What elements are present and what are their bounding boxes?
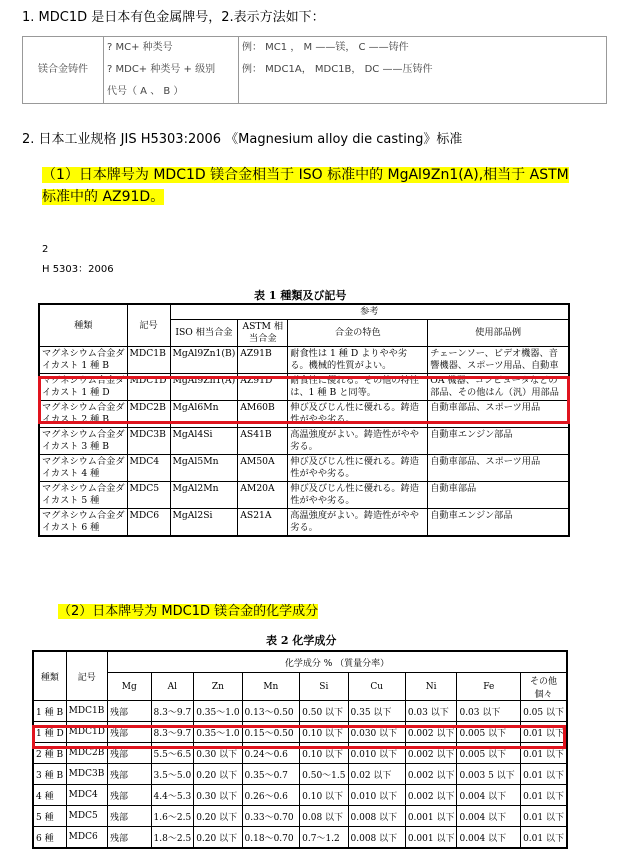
t1-cell-usage: OA 機器、コンピュータなどの部品、その他はん（汎）用部品 bbox=[428, 374, 569, 401]
table1-row bbox=[39, 347, 569, 374]
t1-cell-astm: AM60B bbox=[238, 401, 288, 428]
t2-cell: 2 種 B bbox=[33, 743, 66, 764]
t2-cell: 0.05 以下 bbox=[521, 701, 567, 722]
t2-cell: 0.01 以下 bbox=[521, 806, 567, 827]
cast-col1-line2: ? MDC+ 种类号 + 级别 bbox=[104, 59, 239, 81]
t2-cell: 0.7～1.2 bbox=[300, 827, 348, 849]
t2-cell: 0.03 以下 bbox=[457, 701, 521, 722]
t2-colhead: その他個々 bbox=[521, 673, 567, 701]
t2-cell: 0.30 以下 bbox=[194, 743, 242, 764]
t2-cell: 0.15～0.50 bbox=[242, 722, 300, 743]
t2-cell: 0.50 以下 bbox=[300, 701, 348, 722]
t1-cell-astm: AS21A bbox=[238, 509, 288, 537]
t2-cell: 残部 bbox=[107, 806, 151, 827]
t1-cell-iso: MgAl9Zn1(B) bbox=[170, 347, 238, 374]
table1-row bbox=[39, 482, 569, 509]
t2-cell: 0.13～0.50 bbox=[242, 701, 300, 722]
t1-cell-type: マグネシウム合金ダイカスト 1 種 B bbox=[39, 347, 127, 374]
t2-cell: 0.002 以下 bbox=[405, 743, 457, 764]
t2-cell: 0.10 以下 bbox=[300, 722, 348, 743]
t1-cell-astm: AM20A bbox=[238, 482, 288, 509]
t1-cell-iso: MgAl2Mn bbox=[170, 482, 238, 509]
t1-cell-usage: 自動車エンジン部品 bbox=[428, 428, 569, 455]
t2-colhead: Si bbox=[300, 673, 348, 701]
table2-caption: 表 2 化学成分 bbox=[266, 634, 337, 647]
cast-alloy-table bbox=[22, 36, 607, 104]
t1-cell-iso: MgAl6Mn bbox=[170, 401, 238, 428]
t1-cell-usage: 自動車部品、スポーツ用品 bbox=[428, 401, 569, 428]
t2-colhead: Mn bbox=[242, 673, 300, 701]
table1-row bbox=[39, 455, 569, 482]
t1-cell-symbol: MDC3B bbox=[127, 428, 170, 455]
t2-cell: MDC4 bbox=[66, 785, 107, 806]
t2-cell: 8.3～9.7 bbox=[151, 701, 194, 722]
t2-cell: 0.35 以下 bbox=[348, 701, 405, 722]
t1-cell-type: マグネシウム合金ダイカスト 2 種 B bbox=[39, 401, 127, 428]
t2-cell: 4.4～5.3 bbox=[151, 785, 194, 806]
t2-cell: 0.35～1.0 bbox=[194, 722, 242, 743]
t2-cell: 0.08 以下 bbox=[300, 806, 348, 827]
t2-colhead: Fe bbox=[457, 673, 521, 701]
t1-cell-feature: 高温強度がよい。鋳造性がやや劣る。 bbox=[288, 509, 428, 537]
t1-cell-symbol: MDC6 bbox=[127, 509, 170, 537]
t2-cell: 0.001 以下 bbox=[405, 827, 457, 849]
standard-code: H 5303：2006 bbox=[42, 264, 114, 275]
note-1-line2: 标准中的 AZ91D。 bbox=[42, 189, 165, 205]
t1-cell-type: マグネシウム合金ダイカスト 4 種 bbox=[39, 455, 127, 482]
t1-cell-iso: MgAl5Mn bbox=[170, 455, 238, 482]
t2-cell: 0.35～1.0 bbox=[194, 701, 242, 722]
t2-cell: 0.02 以下 bbox=[348, 764, 405, 785]
t1-cell-feature: 高温強度がよい。鋳造性がやや劣る。 bbox=[288, 428, 428, 455]
t2-cell: 0.01 以下 bbox=[521, 743, 567, 764]
table1-caption: 表 1 種類及び記号 bbox=[254, 289, 347, 302]
t2-colhead: Zn bbox=[194, 673, 242, 701]
t2-cell: 0.30 以下 bbox=[194, 785, 242, 806]
t2-cell: 0.20 以下 bbox=[194, 764, 242, 785]
t2-cell: 0.004 以下 bbox=[457, 827, 521, 849]
t2-cell: 0.008 以下 bbox=[348, 806, 405, 827]
t1-header-symbol: 記号 bbox=[127, 304, 170, 347]
t1-header-type: 種類 bbox=[39, 304, 127, 347]
t2-cell: 0.010 以下 bbox=[348, 743, 405, 764]
t1-cell-symbol: MDC1B bbox=[127, 347, 170, 374]
t2-cell: 3.5～5.0 bbox=[151, 764, 194, 785]
t1-cell-astm: AZ91D bbox=[238, 374, 288, 401]
t2-cell: 残部 bbox=[107, 785, 151, 806]
t1-cell-symbol: MDC2B bbox=[127, 401, 170, 428]
t2-cell: 0.18～0.70 bbox=[242, 827, 300, 849]
t2-cell: 0.005 以下 bbox=[457, 743, 521, 764]
t1-header-usage: 使用部品例 bbox=[428, 320, 569, 347]
cast-col2-line1: 例： MC1 ， M ——镁， C ——铸件 bbox=[239, 37, 607, 60]
t2-cell: 0.002 以下 bbox=[405, 785, 457, 806]
t2-cell: 0.002 以下 bbox=[405, 722, 457, 743]
cast-label: 镁合金铸件 bbox=[23, 37, 104, 104]
t2-cell: MDC1D bbox=[66, 722, 107, 743]
t1-cell-feature: 耐食性は 1 種 D よりやや劣る。機械的性質がよい。 bbox=[288, 347, 428, 374]
t2-cell: 0.01 以下 bbox=[521, 764, 567, 785]
t2-cell: 残部 bbox=[107, 764, 151, 785]
t1-cell-astm: AM50A bbox=[238, 455, 288, 482]
page-number: 2 bbox=[42, 244, 49, 255]
t1-header-feature: 合金の特色 bbox=[288, 320, 428, 347]
t2-cell: 0.004 以下 bbox=[457, 785, 521, 806]
t1-cell-astm: AS41B bbox=[238, 428, 288, 455]
t2-header-symbol: 記号 bbox=[66, 651, 107, 701]
t1-cell-symbol: MDC5 bbox=[127, 482, 170, 509]
cast-col1-line1: ? MC+ 种类号 bbox=[104, 37, 239, 60]
highlight-box-table1 bbox=[38, 376, 570, 424]
t2-cell: 残部 bbox=[107, 827, 151, 849]
t2-cell: 残部 bbox=[107, 722, 151, 743]
table2-row bbox=[33, 827, 567, 849]
t1-cell-type: マグネシウム合金ダイカスト 6 種 bbox=[39, 509, 127, 537]
t1-cell-feature: 伸び及びじん性に優れる。鋳造性がやや劣る。 bbox=[288, 455, 428, 482]
highlight-box-table2 bbox=[32, 725, 566, 749]
t1-cell-iso: MgAl9Zn1(A) bbox=[170, 374, 238, 401]
t2-cell: 0.35～0.7 bbox=[242, 764, 300, 785]
t2-cell: 0.003 5 以下 bbox=[457, 764, 521, 785]
t2-cell: 0.002 以下 bbox=[405, 764, 457, 785]
table1-row bbox=[39, 509, 569, 537]
t1-cell-type: マグネシウム合金ダイカスト 5 種 bbox=[39, 482, 127, 509]
t2-cell: 0.10 以下 bbox=[300, 785, 348, 806]
t2-cell: 0.20 以下 bbox=[194, 827, 242, 849]
t2-cell: 残部 bbox=[107, 743, 151, 764]
t2-cell: 8.3～9.7 bbox=[151, 722, 194, 743]
t2-colhead: Mg bbox=[107, 673, 151, 701]
t2-cell: 0.26～0.6 bbox=[242, 785, 300, 806]
heading-1: 1. MDC1D 是日本有色金属牌号，2.表示方法如下： bbox=[22, 10, 325, 25]
t2-cell: MDC6 bbox=[66, 827, 107, 849]
t1-cell-usage: チェーンソー、ビデオ機器、音響機器、スポーツ用品、自動車 bbox=[428, 347, 569, 374]
t2-cell: 0.005 以下 bbox=[457, 722, 521, 743]
t2-cell: 1.8～2.5 bbox=[151, 827, 194, 849]
t2-cell: 0.008 以下 bbox=[348, 827, 405, 849]
t1-cell-symbol: MDC4 bbox=[127, 455, 170, 482]
t1-cell-usage: 自動車エンジン部品 bbox=[428, 509, 569, 537]
t1-header-astm: ASTM 相当合金 bbox=[238, 320, 288, 347]
t1-cell-iso: MgAl4Si bbox=[170, 428, 238, 455]
t2-cell: MDC5 bbox=[66, 806, 107, 827]
t1-cell-iso: MgAl2Si bbox=[170, 509, 238, 537]
t2-cell: 0.01 以下 bbox=[521, 785, 567, 806]
t1-cell-usage: 自動車部品 bbox=[428, 482, 569, 509]
jis-table-2 bbox=[32, 650, 568, 849]
table2-row bbox=[33, 701, 567, 722]
t1-cell-type: マグネシウム合金ダイカスト 3 種 B bbox=[39, 428, 127, 455]
cast-col2-line2: 例： MDC1A， MDC1B， DC ——压铸件 bbox=[239, 59, 607, 81]
t2-cell: 5.5～6.5 bbox=[151, 743, 194, 764]
t2-cell: 0.010 以下 bbox=[348, 785, 405, 806]
t2-cell: MDC2B bbox=[66, 743, 107, 764]
t1-cell-usage: 自動車部品、スポーツ用品 bbox=[428, 455, 569, 482]
t2-cell: 1 種 D bbox=[33, 722, 66, 743]
t1-header-iso: ISO 相当合金 bbox=[170, 320, 238, 347]
t1-cell-feature: 伸び及びじん性に優れる。鋳造性がやや劣る。 bbox=[288, 482, 428, 509]
cast-col2-empty bbox=[239, 81, 607, 104]
t2-colhead: Al bbox=[151, 673, 194, 701]
cast-col1-line3: 代号（ A 、 B ） bbox=[104, 81, 239, 104]
t2-cell: 0.33～0.70 bbox=[242, 806, 300, 827]
note-1-line1: （1）日本牌号为 MDC1D 镁合金相当于 ISO 标准中的 MgAl9Zn1(A),相当于 ASTM bbox=[42, 167, 569, 183]
t2-colhead: Ni bbox=[405, 673, 457, 701]
t1-cell-type: マグネシウム合金ダイカスト 1 種 D bbox=[39, 374, 127, 401]
table2-row bbox=[33, 764, 567, 785]
table2-row bbox=[33, 806, 567, 827]
table2-row bbox=[33, 785, 567, 806]
t2-cell: MDC3B bbox=[66, 764, 107, 785]
t2-cell: 0.01 以下 bbox=[521, 722, 567, 743]
t1-cell-feature: 耐食性に優れる。その他の特性は、1 種 B と同等。 bbox=[288, 374, 428, 401]
t2-cell: 残部 bbox=[107, 701, 151, 722]
note-2 bbox=[58, 600, 318, 619]
t1-cell-astm: AZ91B bbox=[238, 347, 288, 374]
t1-cell-symbol: MDC1D bbox=[127, 374, 170, 401]
t2-cell: 0.01 以下 bbox=[521, 827, 567, 849]
t2-cell: MDC1B bbox=[66, 701, 107, 722]
t2-cell: 0.030 以下 bbox=[348, 722, 405, 743]
t2-cell: 6 種 bbox=[33, 827, 66, 849]
t2-header-group: 化学成分 % （質量分率） bbox=[107, 651, 567, 673]
t2-cell: 1 種 B bbox=[33, 701, 66, 722]
t1-cell-feature: 伸び及びじん性に優れる。鋳造性がやや劣る。 bbox=[288, 401, 428, 428]
t2-cell: 0.001 以下 bbox=[405, 806, 457, 827]
t2-cell: 3 種 B bbox=[33, 764, 66, 785]
t2-cell: 0.20 以下 bbox=[194, 806, 242, 827]
table1-row bbox=[39, 428, 569, 455]
t2-cell: 0.004 以下 bbox=[457, 806, 521, 827]
t2-cell: 4 種 bbox=[33, 785, 66, 806]
t1-header-ref: 参考 bbox=[170, 304, 569, 320]
t2-colhead: Cu bbox=[348, 673, 405, 701]
t2-cell: 1.6～2.5 bbox=[151, 806, 194, 827]
t2-cell: 0.03 以下 bbox=[405, 701, 457, 722]
note-1 bbox=[42, 164, 569, 208]
t2-cell: 0.10 以下 bbox=[300, 743, 348, 764]
t2-cell: 0.24～0.6 bbox=[242, 743, 300, 764]
t2-cell: 0.50～1.5 bbox=[300, 764, 348, 785]
note-2-text: （2）日本牌号为 MDC1D 镁合金的化学成分 bbox=[58, 604, 319, 619]
heading-2: 2. 日本工业规格 JIS H5303:2006 《Magnesium alloy die casting》标准 bbox=[22, 132, 463, 147]
t2-header-type: 種類 bbox=[33, 651, 66, 701]
t2-cell: 5 種 bbox=[33, 806, 66, 827]
